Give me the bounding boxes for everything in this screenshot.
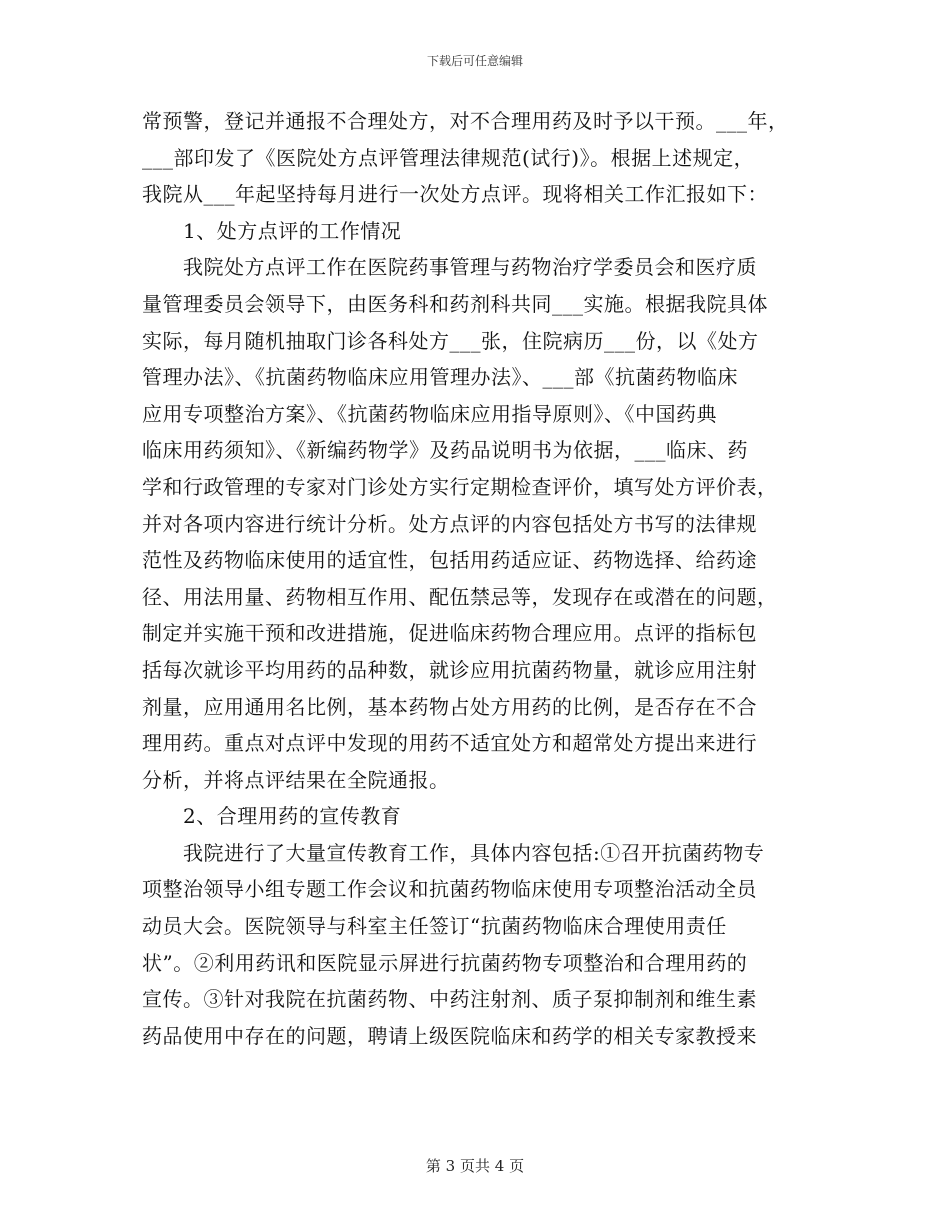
text-line: 括每次就诊平均用药的品种数，就诊应用抗菌药物量，就诊应用注射 <box>142 657 757 682</box>
text-line: 实际，每月随机抽取门诊各科处方___张，住院病历___份，以《处方 <box>142 328 759 353</box>
text-line: 范性及药物临床使用的适宜性，包括用药适应证、药物选择、给药途 <box>142 548 757 573</box>
text-line: 我院进行了大量宣传教育工作，具体内容包括:①召开抗菌药物专 <box>142 840 765 865</box>
text-line: 常预警，登记并通报不合理处方，对不合理用药及时予以干预。___年， <box>142 109 789 133</box>
text-line: ___部印发了《医院处方点评管理法律规范(试行)》。根据上述规定， <box>142 145 755 170</box>
text-line: 并对各项内容进行统计分析。处方点评的内容包括处方书写的法律规 <box>142 511 757 536</box>
text-line: 量管理委员会领导下，由医务科和药剂科共同___实施。根据我院具体 <box>142 291 768 316</box>
page-number: 第 3 页共 4 页 <box>425 1157 525 1175</box>
text-line: 宣传。③针对我院在抗菌药物、中药注射剂、质子泵抑制剂和维生素 <box>142 987 757 1012</box>
text-line: 应用专项整治方案》、《抗菌药物临床应用指导原则》、《中国药典 <box>142 401 717 426</box>
text-line: 制定并实施干预和改进措施，促进临床药物合理应用。点评的指标包 <box>142 621 757 646</box>
text-line: 项整治领导小组专题工作会议和抗菌药物临床使用专项整治活动全员 <box>142 877 757 902</box>
text-line: 我院处方点评工作在医院药事管理与药物治疗学委员会和医疗质 <box>142 255 757 280</box>
text-line: 1、处方点评的工作情况 <box>142 218 402 243</box>
text-line: 状”。②利用药讯和医院显示屏进行抗菌药物专项整治和合理用药的 <box>142 950 748 975</box>
text-line: 径、用法用量、药物相互作用、配伍禁忌等，发现存在或潜在的问题， <box>142 584 778 609</box>
text-line: 药品使用中存在的问题，聘请上级医院临床和药学的相关专家教授来 <box>142 1023 757 1048</box>
text-line: 管理办法》、《抗菌药物临床应用管理办法》、___部《抗菌药物临床 <box>142 365 738 390</box>
text-line: 我院从___年起坚持每月进行一次处方点评。现将相关工作汇报如下： <box>142 182 768 207</box>
text-line: 剂量，应用通用名比例，基本药物占处方用药的比例，是否存在不合 <box>142 694 757 719</box>
text-line: 学和行政管理的专家对门诊处方实行定期检查评价，填写处方评价表， <box>142 474 778 499</box>
text-line: 分析，并将点评结果在全院通报。 <box>142 767 450 792</box>
text-line: 理用药。重点对点评中发现的用药不适宜处方和超常处方提出来进行 <box>142 731 757 756</box>
text-line: 临床用药须知》、《新编药物学》及药品说明书为依据，___临床、药 <box>142 438 748 463</box>
text-line: 动员大会。医院领导与科室主任签订“抗菌药物临床合理使用责任 <box>142 914 727 939</box>
document-body <box>142 103 812 1054</box>
text-line: 2、合理用药的宣传教育 <box>142 804 402 829</box>
page-header: 下载后可任意编辑 <box>426 54 523 68</box>
